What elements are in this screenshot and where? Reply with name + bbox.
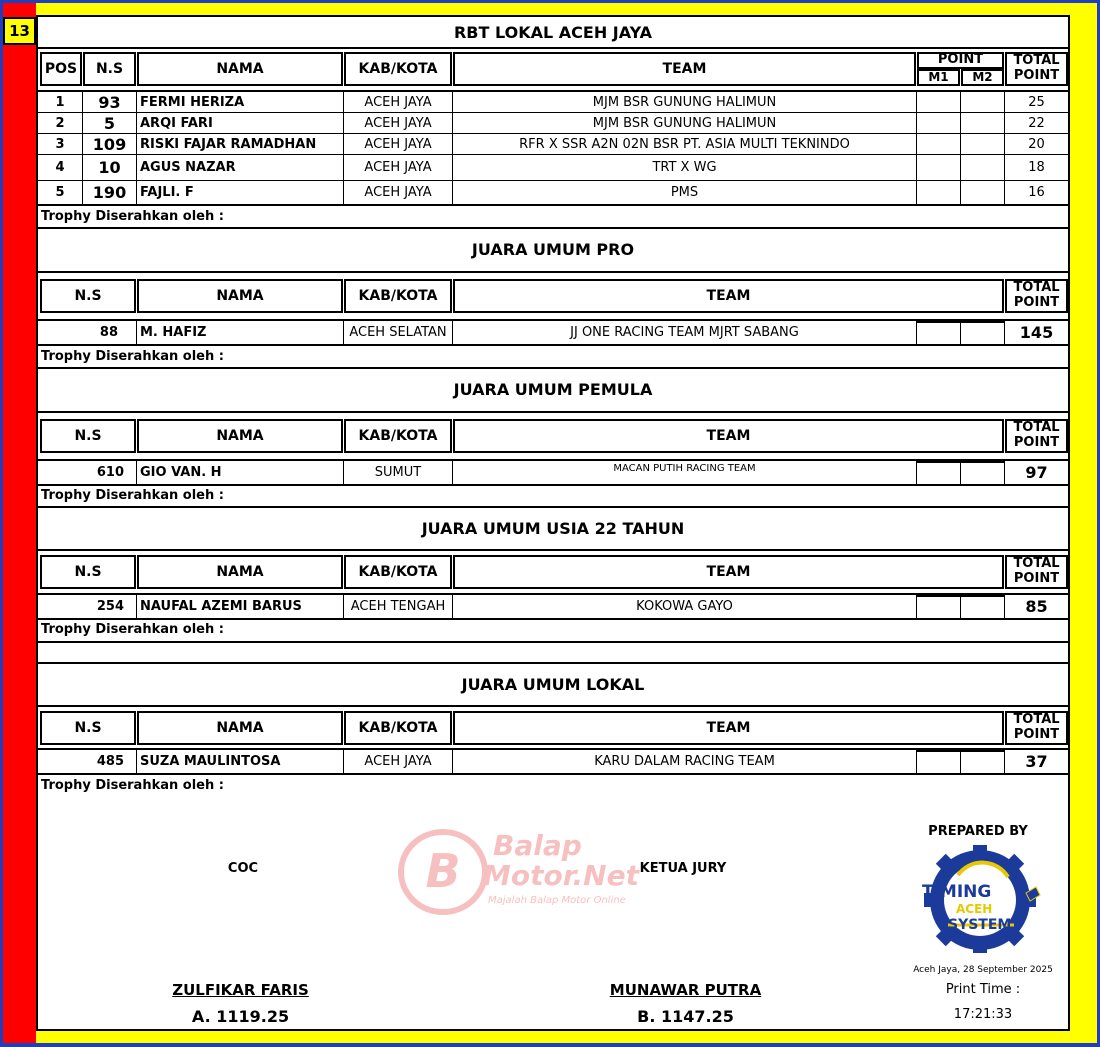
total-cell: 145 — [1019, 323, 1054, 342]
results-sheet — [36, 15, 1070, 1031]
header-team: TEAM — [453, 52, 916, 86]
pos-cell: 4 — [38, 155, 83, 180]
kab-cell: ACEH JAYA — [344, 134, 453, 154]
ns-cell: 610 — [38, 461, 137, 484]
prepared-by-label: PREPARED BY — [928, 824, 1028, 839]
header-ns: N.S — [40, 279, 136, 313]
jury-name: MUNAWAR PUTRA — [609, 981, 762, 999]
m1-cell — [917, 155, 961, 180]
ns-cell: 254 — [38, 595, 137, 618]
place-date: Aceh Jaya, 28 September 2025 — [913, 965, 1053, 975]
table-row — [38, 134, 1068, 155]
table-row — [38, 750, 1068, 775]
nama-cell: M. HAFIZ — [137, 321, 344, 344]
kab-cell: ACEH JAYA — [344, 92, 453, 112]
logo-line1: TIMING — [922, 882, 992, 902]
pos-cell: 5 — [38, 181, 83, 204]
ns-cell: 5 — [83, 113, 137, 133]
header-nama: NAMA — [137, 419, 343, 453]
header-team: TEAM — [453, 419, 1004, 453]
jury-label: KETUA JURY — [639, 861, 727, 876]
team-cell: RFR X SSR A2N 02N BSR PT. ASIA MULTI TEKNINDO — [453, 134, 917, 154]
total-cell: 18 — [1028, 160, 1045, 175]
header-ns: N.S — [40, 419, 136, 453]
pos-cell: 2 — [38, 113, 83, 133]
nama-cell: NAUFAL AZEMI BARUS — [137, 595, 344, 618]
header-m2: M2 — [961, 69, 1004, 86]
header-nama: NAMA — [137, 52, 343, 86]
team-cell: MJM BSR GUNUNG HALIMUN — [453, 113, 917, 133]
m2-cell — [961, 92, 1005, 112]
left-red-strip — [3, 3, 36, 1043]
nama-cell: GIO VAN. H — [137, 461, 344, 484]
total-cell: 20 — [1028, 136, 1045, 152]
m2-cell — [961, 134, 1005, 154]
table-row — [38, 155, 1068, 181]
table-row — [38, 113, 1068, 134]
bottom-yellow-strip — [36, 1031, 1097, 1043]
trophy-label: Trophy Diserahkan oleh : — [41, 778, 224, 793]
watermark-line1: Balap — [493, 829, 582, 862]
m2-cell — [961, 321, 1005, 344]
trophy-label: Trophy Diserahkan oleh : — [41, 349, 224, 364]
header-total-point: TOTAL POINT — [1005, 52, 1068, 86]
page-number: 13 — [3, 17, 36, 45]
divider — [38, 227, 1068, 229]
header-ns: N.S — [83, 52, 136, 86]
section-title-juara-umum-pro: JUARA UMUM PRO — [471, 240, 635, 259]
m1-cell — [917, 750, 961, 773]
header-ns: N.S — [40, 711, 136, 745]
jury-code: B. 1147.25 — [637, 1007, 734, 1026]
trophy-label: Trophy Diserahkan oleh : — [41, 488, 224, 503]
svg-text:B: B — [425, 844, 461, 898]
team-cell: MACAN PUTIH RACING TEAM — [453, 461, 917, 484]
header-nama: NAMA — [137, 279, 343, 313]
coc-name: ZULFIKAR FARIS — [172, 981, 309, 999]
header-total-point: TOTAL POINT — [1005, 279, 1068, 313]
m2-cell — [961, 461, 1005, 484]
team-cell: TRT X WG — [453, 155, 917, 180]
table-row — [38, 181, 1068, 206]
header-point: POINT — [917, 52, 1004, 69]
kab-cell: ACEH JAYA — [344, 155, 453, 180]
table-row — [38, 461, 1068, 486]
ns-cell: 93 — [83, 92, 137, 112]
total-cell: 22 — [1028, 115, 1045, 131]
section-title-rbt-lokal: RBT LOKAL ACEH JAYA — [453, 23, 653, 42]
m2-cell — [961, 155, 1005, 180]
kab-cell: ACEH TENGAH — [344, 595, 453, 618]
ns-cell: 190 — [83, 181, 137, 204]
m1-cell — [917, 134, 961, 154]
trophy-label: Trophy Diserahkan oleh : — [41, 209, 224, 224]
timing-aceh-system-logo — [918, 845, 1048, 953]
m1-cell — [917, 461, 961, 484]
total-cell: 85 — [1025, 597, 1048, 616]
m1-cell — [917, 92, 961, 112]
divider — [38, 549, 1068, 551]
nama-cell: ARQI FARI — [137, 113, 344, 133]
divider — [38, 641, 1068, 643]
header-team: TEAM — [453, 555, 1004, 589]
divider — [38, 367, 1068, 369]
divider — [38, 506, 1068, 508]
coc-code: A. 1119.25 — [191, 1007, 290, 1026]
header-kab-kota: KAB/KOTA — [344, 419, 452, 453]
header-kab-kota: KAB/KOTA — [344, 279, 452, 313]
ns-cell: 485 — [38, 750, 137, 773]
header-nama: NAMA — [137, 555, 343, 589]
team-cell: KOKOWA GAYO — [453, 595, 917, 618]
total-cell: 37 — [1025, 752, 1048, 771]
section-title-juara-umum-pemula: JUARA UMUM PEMULA — [453, 380, 653, 399]
divider — [38, 662, 1068, 664]
coc-label: COC — [227, 861, 259, 876]
header-kab-kota: KAB/KOTA — [344, 711, 452, 745]
trophy-label: Trophy Diserahkan oleh : — [41, 622, 224, 637]
m1-cell — [917, 113, 961, 133]
kab-cell: ACEH JAYA — [344, 181, 453, 204]
logo-line3: SYSTEM — [948, 917, 1012, 933]
section-title-juara-umum-lokal: JUARA UMUM LOKAL — [461, 675, 645, 694]
header-nama: NAMA — [137, 711, 343, 745]
header-team: TEAM — [453, 711, 1004, 745]
watermark-line2: Motor.Net — [483, 859, 639, 892]
right-yellow-strip — [1070, 3, 1097, 1043]
kab-cell: SUMUT — [344, 461, 453, 484]
divider — [38, 271, 1068, 273]
header-total-point: TOTAL POINT — [1005, 419, 1068, 453]
divider — [38, 705, 1068, 707]
nama-cell: RISKI FAJAR RAMADHAN — [137, 134, 344, 154]
watermark-tagline: Majalah Balap Motor Online — [488, 895, 626, 906]
ns-cell: 10 — [83, 155, 137, 180]
m2-cell — [961, 113, 1005, 133]
header-total-point: TOTAL POINT — [1005, 555, 1068, 589]
ns-cell: 88 — [38, 321, 137, 344]
m2-cell — [961, 181, 1005, 204]
team-cell: MJM BSR GUNUNG HALIMUN — [453, 92, 917, 112]
pos-cell: 3 — [38, 134, 83, 154]
header-kab-kota: KAB/KOTA — [344, 52, 452, 86]
header-total-point: TOTAL POINT — [1005, 711, 1068, 745]
total-cell: 16 — [1028, 185, 1045, 200]
nama-cell: FERMI HERIZA — [137, 92, 344, 112]
table-row — [38, 321, 1068, 346]
header-m1: M1 — [917, 69, 960, 86]
team-cell: JJ ONE RACING TEAM MJRT SABANG — [453, 321, 917, 344]
nama-cell: FAJLI. F — [137, 181, 344, 204]
table-row — [38, 92, 1068, 113]
m1-cell — [917, 181, 961, 204]
team-cell: KARU DALAM RACING TEAM — [453, 750, 917, 773]
divider — [38, 411, 1068, 413]
total-cell: 97 — [1025, 463, 1048, 482]
m1-cell — [917, 321, 961, 344]
header-team: TEAM — [453, 279, 1004, 313]
header-kab-kota: KAB/KOTA — [344, 555, 452, 589]
total-cell: 25 — [1028, 94, 1045, 110]
section-title-juara-umum-usia-22: JUARA UMUM USIA 22 TAHUN — [421, 519, 685, 538]
pos-cell: 1 — [38, 92, 83, 112]
m2-cell — [961, 750, 1005, 773]
header-ns: N.S — [40, 555, 136, 589]
team-cell: PMS — [453, 181, 917, 204]
logo-line2: ACEH — [956, 902, 993, 916]
m2-cell — [961, 595, 1005, 618]
kab-cell: ACEH JAYA — [344, 113, 453, 133]
print-time: 17:21:33 — [953, 1007, 1013, 1022]
print-time-label: Print Time : — [945, 982, 1021, 997]
nama-cell: AGUS NAZAR — [137, 155, 344, 180]
table-row — [38, 595, 1068, 620]
nama-cell: SUZA MAULINTOSA — [137, 750, 344, 773]
kab-cell: ACEH JAYA — [344, 750, 453, 773]
kab-cell: ACEH SELATAN — [344, 321, 453, 344]
m1-cell — [917, 595, 961, 618]
ns-cell: 109 — [83, 134, 137, 154]
header-pos: POS — [40, 52, 82, 86]
divider — [38, 47, 1068, 49]
